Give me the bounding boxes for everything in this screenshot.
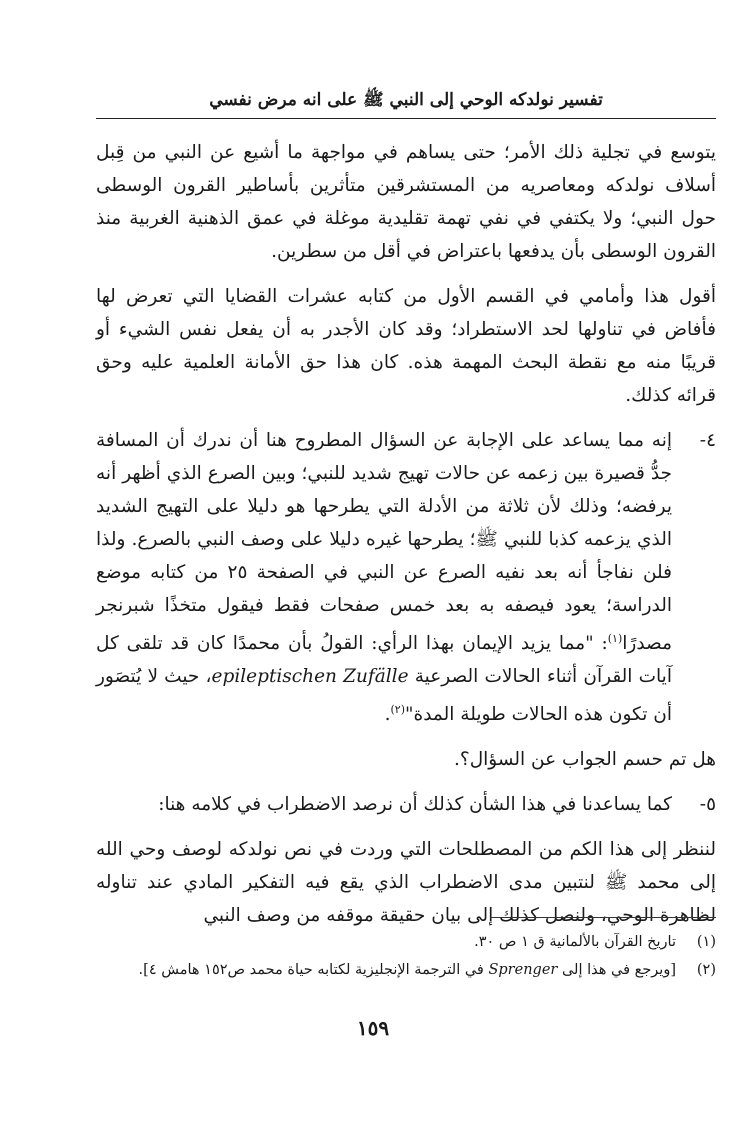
numbered-item-4 <box>96 424 716 731</box>
footnote-text: تاريخ القرآن بالألمانية ق ١ ص ٣٠. <box>474 934 676 950</box>
running-header-title: تفسير نولدكه الوحي إلى النبي ﷺ على انه مرض نفسي <box>209 90 603 110</box>
footnote-2 <box>96 956 716 984</box>
footnote-2-text-after: في الترجمة الإنجليزية لكتابه حياة محمد ص١٥٢ هامش ٤]. <box>138 962 489 978</box>
paragraph-1: يتوسع في تجلية ذلك الأمر؛ حتى يساهم في مواجهة ما أشيع عن النبي من قِبل أسلاف نولدكه ومعاصريه من المستشرقين متأثرين بأساطير القرون الوسطى حول النبي؛ ولا يكتفي في نفي تهمة تقليدية موغلة في عمق الذهنية الغربية منذ القرون الوسطى بأن يدفعها باعتراض في أقل من سطرين. <box>96 142 716 262</box>
item-text <box>96 424 672 731</box>
footnotes <box>96 928 716 984</box>
main-text <box>96 136 716 944</box>
page-number: ١٥٩ <box>356 1016 390 1040</box>
paragraph-3: لننظر إلى هذا الكم من المصطلحات التي وردت في نص نولدكه لوصف وحي الله إلى محمد ﷺ لنتبين مدى الاضطراب الذي يقع فيه التفكير المادي عند تناوله لظاهرة الوحي، ولنصل كذلك إلى بيان حقيقة موقفه من وصف النبي <box>96 839 716 927</box>
item-4-text-after: ، حيث لا يُتصَور أن تكون هذه الحالات طويلة المدة" <box>96 666 672 726</box>
question-line: هل تم حسم الجواب عن السؤال؟. <box>454 749 716 771</box>
paragraph-2: أقول هذا وأمامي في القسم الأول من كتابه عشرات القضايا التي تعرض لها فأفاض في تناولها لحد الاستطراد؛ وقد كان الأجدر به أن يفعل نفس الشيء أو قريبًا منه مع نقطة البحث المهمة هذه. كان هذا حق الأمانة العلمية عليه وحق قرائه كذلك. <box>96 286 716 406</box>
footnote-divider <box>490 917 716 918</box>
footnote-reference-1[interactable]: (١) <box>607 632 623 645</box>
footnote-reference-2[interactable]: (٢) <box>390 703 406 717</box>
item-number: ٥- <box>699 794 716 816</box>
footnote-number: (٢) <box>696 962 716 978</box>
footnote-2-text-before: [ويرجع في هذا إلى <box>557 962 676 978</box>
numbered-item-5 <box>96 788 716 821</box>
header-divider <box>96 118 716 119</box>
latin-term: Sprenger <box>488 962 558 978</box>
item-4-text-middle: : "مما يزيد الإيمان بهذا الرأي: القولُ بأن محمدًا كان قد تلقى كل آيات القرآن أثناء الحالات الصرعية <box>96 633 672 688</box>
footnote-text <box>96 956 676 984</box>
footnote-number: (١) <box>696 934 716 950</box>
item-4-end-punctuation: . <box>384 704 391 726</box>
item-number: ٤- <box>699 430 716 451</box>
footnote-1 <box>96 928 716 956</box>
item-4-text-before: إنه مما يساعد على الإجابة عن السؤال المطروح هنا أن ندرك أن المسافة جدُّ قصيرة بين زعمه عن حالات تهيج شديد للنبي؛ وبين الصرع الذي أظهر أنه يرفضه؛ وذلك لأن ثلاثة من الأدلة التي يطرحها هو دليلا على التهيج الشديد الذي يزعمه كذبا للنبي ﷺ؛ يطرحها غيره دليلا على وصف النبي بالصرع. ولذا فلن نفاجأ أنه بعد نفيه الصرع عن النبي في الصفحة ٢٥ من كتابه موضع الدراسة؛ يعود فيصفه به بعد خمس صفحات فقط فيقول متخذًا شبرنجر مصدرًا <box>96 430 672 655</box>
latin-term: epileptischen Zufälle <box>211 666 409 688</box>
item-text: كما يساعدنا في هذا الشأن كذلك أن نرصد الاضطراب في كلامه هنا: <box>158 794 672 816</box>
